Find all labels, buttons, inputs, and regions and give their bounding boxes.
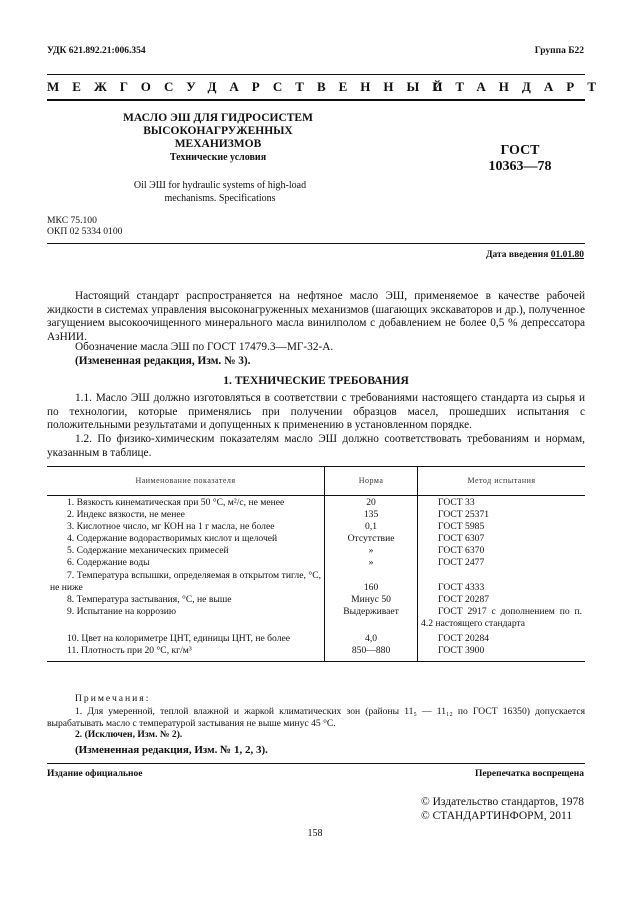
header-indicator: Наименование показателя [47, 467, 325, 496]
gost-number [470, 143, 570, 175]
codes-rule [47, 243, 585, 244]
row-norm: » [325, 557, 418, 569]
english-title [120, 180, 320, 205]
row-norm: Отсутствие [325, 533, 418, 545]
row-name: 8. Температура застывания, °С, не выше [67, 593, 232, 605]
banner-left: МЕЖГОСУДАРСТВЕННЫЙ [47, 79, 456, 94]
table-row [47, 533, 585, 545]
table-row [47, 570, 585, 594]
paragraph-1-2: 1.2. По физико-химическим показателям масло ЭШ должно соответствовать требованиям и нормам, указанным в таблице. [47, 433, 585, 459]
table-row [47, 545, 585, 557]
table-row [47, 557, 585, 569]
footer-rule [47, 763, 585, 764]
classification-codes [47, 216, 122, 237]
row-name: 1. Вязкость кинематическая при 50 °С, м²/с, не менее [67, 497, 285, 508]
row-method: ГОСТ 20284 [418, 633, 585, 645]
top-rule [47, 74, 585, 75]
group-code: Группа Б22 [534, 46, 584, 56]
table-row [47, 594, 585, 606]
row-name: 4. Содержание водорастворимых кислот и щелочей [67, 533, 278, 545]
row-method: ГОСТ 4333 [418, 570, 585, 594]
title-line-2: ВЫСОКОНАГРУЖЕННЫХ МЕХАНИЗМОВ [143, 125, 293, 150]
row-method: ГОСТ 5985 [418, 521, 585, 533]
header-norm: Норма [325, 467, 418, 496]
table-row [47, 521, 585, 533]
page-number: 158 [307, 828, 323, 839]
reprint-notice: Перепечатка воспрещена [474, 769, 584, 779]
row-method: ГОСТ 6370 [418, 545, 585, 557]
row-norm: 4,0 [325, 633, 418, 645]
row-norm: 850—880 [325, 645, 418, 662]
copyright-block [421, 795, 584, 823]
title-line-1: МАСЛО ЭШ ДЛЯ ГИДРОСИСТЕМ [123, 112, 313, 124]
official-edition: Издание официальное [47, 769, 143, 779]
row-name: 7. Температура вспышки, определяемая в открытом тигле, °С, не ниже [50, 569, 322, 593]
row-norm: Минус 50 [325, 594, 418, 606]
gost-label: ГОСТ [500, 143, 540, 158]
row-name: 11. Плотность при 20 °С, кг/м³ [47, 645, 325, 662]
row-name: 2. Индекс вязкости, не менее [67, 509, 185, 521]
row-method: ГОСТ 3900 [418, 645, 585, 662]
row-norm: 20 [325, 496, 418, 510]
intro-paragraph: Настоящий стандарт распространяется на нефтяное масло ЭШ, применяемое в качестве рабочей жидкости в системах управления высоконагруженных механизмов (шагающих экскаваторов и др.), полученное загущением высокоочищенного минерального масла винилполом с добавлением не более 0,5 % депрессатора АзНИИ. [47, 290, 585, 343]
changes-note: (Измененная редакция, Изм. № 1, 2, 3). [75, 744, 268, 756]
row-name: 9. Испытание на коррозию [67, 605, 177, 617]
gost-code: 10363—78 [488, 159, 552, 174]
header-method: Метод испытания [418, 467, 585, 496]
table-row [47, 633, 585, 645]
okp-code: ОКП 02 5334 0100 [47, 225, 123, 237]
document-title [100, 112, 336, 151]
table-row [47, 645, 585, 662]
designation-paragraph: Обозначение масла ЭШ по ГОСТ 17479.3—МГ-32-А. [75, 341, 334, 353]
row-name: 6. Содержание воды [67, 557, 150, 569]
row-name: 3. Кислотное число, мг КОН на 1 г масла, не более [67, 521, 275, 533]
intro-date [486, 250, 584, 260]
english-line-2: mechanisms. Specifications [164, 192, 276, 204]
mks-code: МКС 75.100 [47, 215, 97, 226]
row-norm: Выдерживает [325, 606, 418, 633]
paragraph-1-1: 1.1. Масло ЭШ должно изготовляться в соответствии с требованиями настоящего стандарта из сырья и по технологии, которые применялись при получении образцов масел, прошедших испытания с положительными результатами и допущенных к применению в установленном порядке. [47, 392, 585, 432]
row-method: ГОСТ 2477 [418, 557, 585, 569]
banner-rule [47, 99, 585, 101]
document-subtitle: Технические условия [169, 152, 267, 163]
row-norm: 135 [325, 509, 418, 521]
table-header-row [47, 467, 585, 496]
row-method: ГОСТ 6307 [418, 533, 585, 545]
row-method: ГОСТ 25371 [418, 509, 585, 521]
requirements-table [47, 466, 585, 662]
row-norm: 160 [325, 570, 418, 594]
banner-right: СТАНДАРТ [433, 79, 610, 94]
row-name: 5. Содержание механических примесей [67, 545, 229, 557]
copyright-2: © СТАНДАРТИНФОРМ, 2011 [420, 810, 573, 822]
row-method: ГОСТ 2917 с дополнением по п. 4.2 настоящего стандарта [418, 606, 585, 633]
table-row [47, 496, 585, 510]
table-row [47, 606, 585, 633]
udk-code: УДК 621.892.21:006.354 [47, 46, 146, 56]
copyright-1: © Издательство стандартов, 1978 [420, 796, 584, 808]
table-row [47, 509, 585, 521]
note-1: 1. Для умеренной, теплой влажной и жаркой климатических зон (районы 11₅ — 11₁₂ по ГОСТ 16350) допускается вырабатывать масло с температурой застывания не выше минус 45 °С. [47, 706, 585, 729]
row-norm: 0,1 [325, 521, 418, 533]
row-name: 10. Цвет на колориметре ЦНТ, единицы ЦНТ, не более [67, 633, 291, 645]
note-2: 2. (Исключен, Изм. № 2). [75, 729, 183, 740]
section-heading: 1. ТЕХНИЧЕСКИЕ ТРЕБОВАНИЯ [223, 375, 409, 387]
notes-heading: Примечания: [75, 693, 151, 704]
row-norm: » [325, 545, 418, 557]
intro-date-label: Дата введения [485, 250, 549, 260]
row-method: ГОСТ 20287 [418, 594, 585, 606]
intro-date-value: 01.01.80 [550, 250, 584, 260]
row-method: ГОСТ 33 [418, 496, 585, 510]
intro-change-note: (Измененная редакция, Изм. № 3). [75, 355, 251, 367]
english-line-1: Oil ЭШ for hydraulic systems of high-load [133, 180, 307, 191]
